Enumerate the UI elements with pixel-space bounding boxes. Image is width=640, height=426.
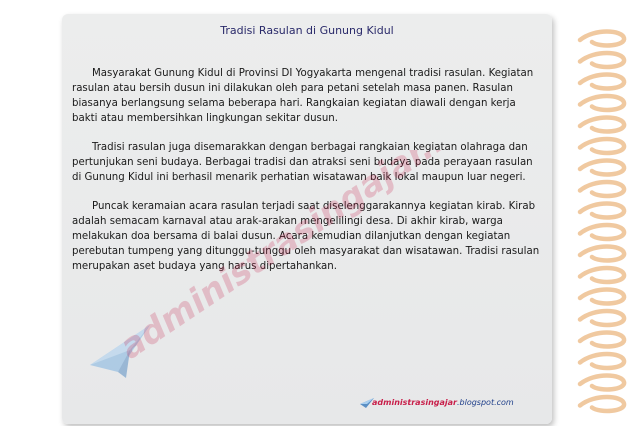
spiral-ring [580,333,624,347]
spiral-ring [580,268,624,282]
spiral-ring [580,204,624,218]
spiral-ring [580,354,624,368]
spiral-ring [580,118,624,132]
spiral-ring [580,139,624,153]
footer-logo-name: administrasingajar [372,398,457,407]
spiral-ring [580,247,624,261]
paragraph-1: Masyarakat Gunung Kidul di Provinsi DI Yogyakarta mengenal tradisi rasulan. Kegiatan rasulan atau bersih dusun ini dilakukan oleh para petani setelah masa panen. Rasulan biasanya berlangsung selama beberapa hari. Rangkaian kegiatan diawali dengan kerja bakti atau membersihkan lingkungan sekitar dusun. [72,68,534,124]
paragraph-2: Tradisi rasulan juga disemarakkan dengan berbagai rangkaian kegiatan olahraga dan pertunjukan seni budaya. Berbagai tradisi dan atraksi seni budaya pada perayaan rasulan di Gunung Kidul ini berhasil menarik perhatian wisatawan baik lokal maupun luar negeri. [72,142,533,183]
footer-logo [372,398,514,407]
spiral-ring [580,376,624,390]
document-body [72,66,542,288]
spiral-ring [580,225,624,239]
spiral-ring [580,311,624,325]
spiral-ring [580,161,624,175]
spiral-ring [580,397,624,411]
document-title: Tradisi Rasulan di Gunung Kidul [220,24,394,37]
spiral-ring [580,290,624,304]
footer-logo-domain: .blogspot.com [456,398,514,407]
spiral-ring [580,75,624,89]
spiral-ring [580,96,624,110]
spiral-ring [580,182,624,196]
spiral-ring [580,53,624,67]
paragraph-3: Puncak keramaian acara rasulan terjadi saat diselenggarakannya kegiatan kirab. Kirab adalah semacam karnaval atau arak-arakan mengelilingi desa. Di akhir kirab, warga melakukan doa bersama di balai dusun. Acara kemudian dilanjutkan dengan kegiatan perebutan tumpeng yang ditunggu-tunggu oleh masyarakat dan wisatawan. Tradisi rasulan merupakan aset budaya yang harus dipertahankan. [72,201,540,272]
spiral-binding-icon [540,20,640,420]
spiral-ring [580,32,624,46]
